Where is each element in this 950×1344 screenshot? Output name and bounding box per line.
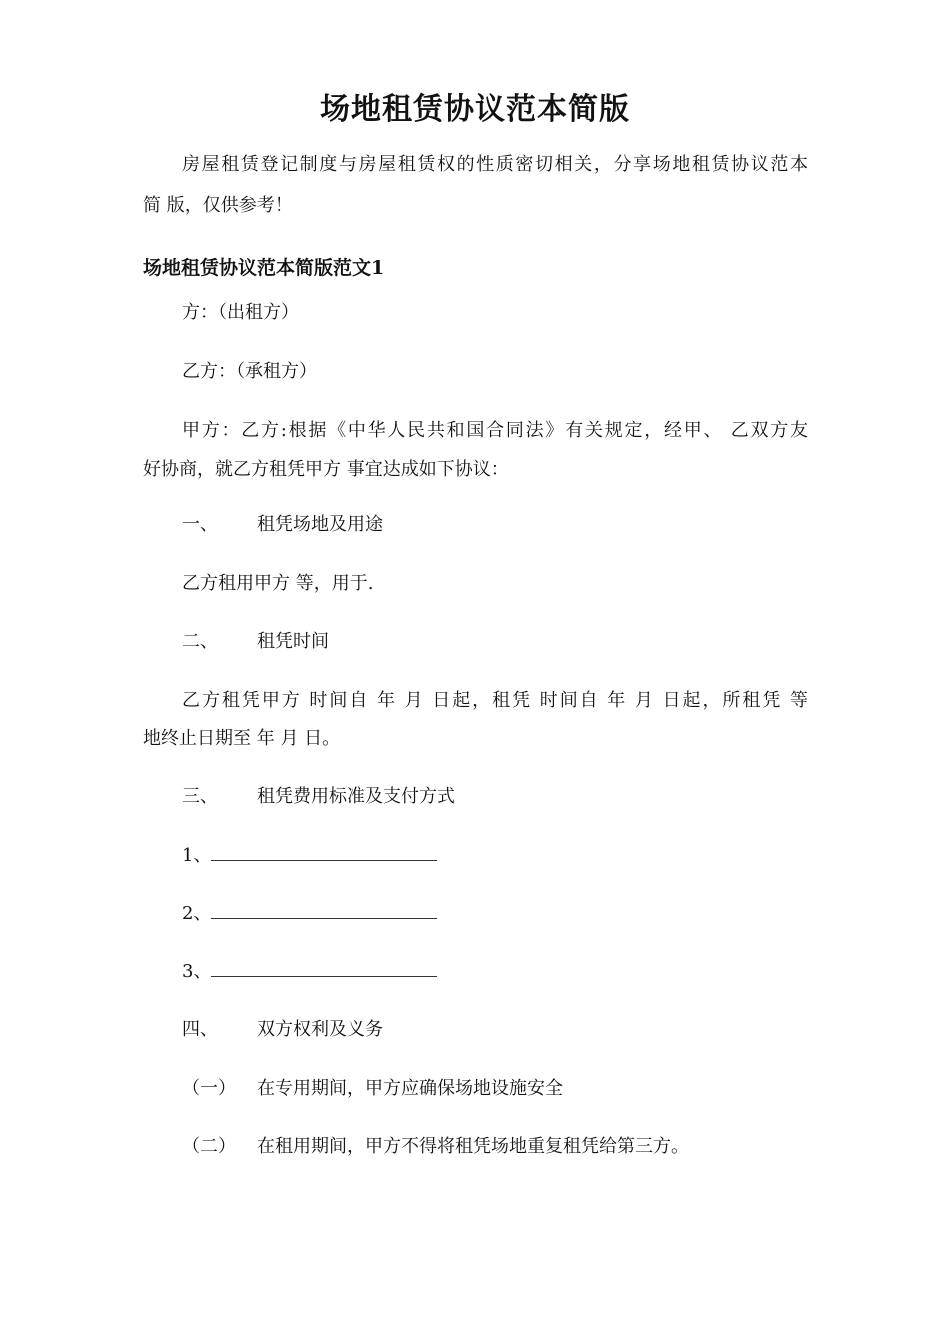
fee-item-number: 1、 (182, 845, 212, 866)
preamble-line-1: 甲方：乙方:根据《中华人民共和国合同法》有关规定，经甲、 乙双方友 (182, 420, 808, 441)
fill-in-blank (211, 954, 437, 977)
fee-item-number: 3、 (182, 961, 212, 982)
clause-number: 四、 (182, 1019, 218, 1040)
fee-item-number: 2、 (182, 903, 212, 924)
clause-number: 二、 (182, 631, 218, 652)
clause-title: 租凭时间 (257, 631, 329, 652)
fee-item-2 (182, 892, 808, 936)
fill-in-blank (211, 896, 437, 919)
rights-number: （二） (182, 1136, 236, 1157)
party-b-line: 乙方：（承租方） (182, 361, 317, 382)
clause-title: 租凭场地及用途 (257, 514, 383, 535)
rights-number: （一） (182, 1078, 236, 1099)
rights-item-1 (182, 1067, 808, 1111)
fill-in-blank (211, 838, 437, 861)
clause-title: 租凭费用标准及支付方式 (257, 786, 455, 807)
fee-item-1 (182, 834, 808, 878)
rights-item-2 (182, 1125, 808, 1169)
clause-2-body-line-1: 乙方租凭甲方 时间自 年 月 日起，租凭 时间自 年 月 日起，所租凭 等 (182, 690, 808, 711)
clause-heading-3 (182, 775, 808, 819)
clause-2-body-line-2: 地终止日期至 年 月 日。 (143, 728, 341, 749)
clause-heading-2 (182, 620, 808, 664)
section-heading: 场地租赁协议范本简版范文1 (143, 257, 385, 279)
intro-line-1: 房屋租赁登记制度与房屋租赁权的性质密切相关，分享场地租赁协议范本 (182, 154, 808, 175)
clause-1-body: 乙方租用甲方 等，用于. (182, 573, 374, 594)
clause-number: 三、 (182, 786, 218, 807)
clause-number: 一、 (182, 514, 218, 535)
preamble-line-2: 好协商，就乙方租凭甲方 事宜达成如下协议： (143, 459, 509, 480)
document-title: 场地租赁协议范本简版 (320, 92, 630, 127)
rights-text: 在专用期间，甲方应确保场地设施安全 (257, 1078, 563, 1099)
clause-heading-4 (182, 1008, 808, 1052)
rights-text: 在租用期间，甲方不得将租凭场地重复租凭给第三方。 (257, 1136, 689, 1157)
intro-line-2: 简 版，仅供参考！ (143, 195, 293, 216)
clause-title: 双方权利及义务 (257, 1019, 383, 1040)
clause-heading-1 (182, 503, 808, 547)
fee-item-3 (182, 950, 808, 994)
party-a-line: 方：（出租方） (182, 302, 299, 323)
